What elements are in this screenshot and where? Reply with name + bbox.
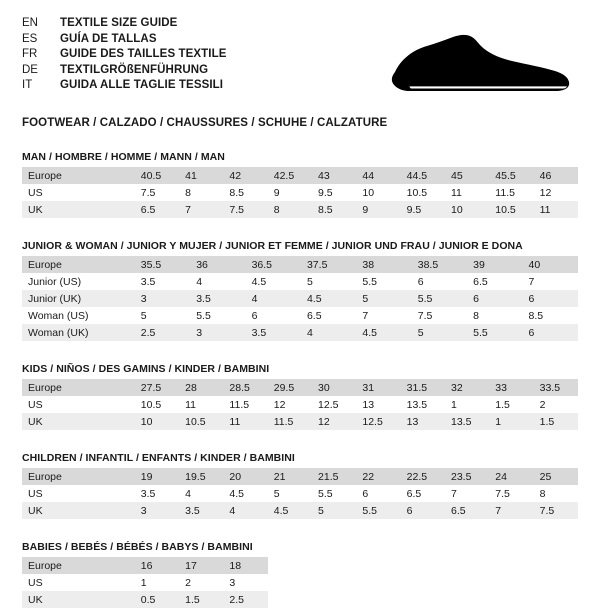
language-row [22,78,227,94]
cell: 40 [523,256,578,273]
table-row [22,324,578,341]
cell: 5 [356,290,411,307]
section-man [22,151,578,218]
section-title: CHILDREN / INFANTIL / ENFANTS / KINDER / BAMBINI [22,452,295,464]
section-title: JUNIOR & WOMAN / JUNIOR Y MUJER / JUNIOR ET FEMME / JUNIOR UND FRAU / JUNIOR E DONA [22,240,523,252]
table-row [22,379,578,396]
cell: 7.5 [223,201,267,218]
cell: 11 [223,413,267,430]
cell: 5.5 [412,290,467,307]
cell: 7.5 [140,186,156,199]
cell: 29.5 [268,379,312,396]
page-header [22,16,578,104]
row-label: Junior (UK) [22,290,135,307]
language-title: TEXTILGRÖßENFÜHRUNG [60,63,209,76]
cell: 39 [467,256,522,273]
cell: 12.5 [318,398,339,411]
cell: 3.5 [179,502,223,519]
cell: 6 [401,502,445,519]
row-label: US [28,186,43,199]
cell: 1 [140,576,147,589]
language-title: GUÍA DE TALLAS [60,32,157,45]
cell: 10.5 [179,413,223,430]
cell: 44 [356,167,400,184]
cell: 5 [306,275,313,288]
cell: 8 [185,186,191,199]
row-label: Europe [22,167,135,184]
cell-empty [401,557,445,574]
cell: 5 [412,324,467,341]
cell: 45.5 [489,167,533,184]
cell: 18 [223,557,267,574]
cell: 45 [445,167,489,184]
cell: 36 [190,256,245,273]
cell: 21.5 [312,468,356,485]
table-row [22,167,578,184]
row-label: Europe [22,468,135,485]
row-label: Europe [22,557,135,574]
cell: 10.5 [406,186,428,199]
cell: 3 [135,502,179,519]
size-table-kids [22,379,578,430]
cell: 3.5 [140,275,156,288]
cell: 3 [135,290,190,307]
cell: 19 [135,468,179,485]
cell: 2 [539,398,546,411]
row-label: Woman (US) [28,309,89,322]
table-row [22,574,578,591]
cell: 8.5 [229,186,245,199]
section-children [22,452,578,519]
cell: 12 [273,398,286,411]
table-row [22,485,578,502]
cell: 42.5 [268,167,312,184]
cell: 5.5 [196,309,211,322]
cell: 10.5 [489,201,533,218]
footwear-heading: FOOTWEAR / CALZADO / CHAUSSURES / SCHUHE / CALZATURE [22,117,388,129]
cell: 5.5 [362,275,377,288]
cell: 10 [135,413,179,430]
cell: 8 [268,201,312,218]
cell: 42 [223,167,267,184]
language-row [22,47,227,63]
cell: 21 [268,468,312,485]
row-label: UK [22,502,135,519]
cell: 1.5 [179,591,223,608]
cell: 13.5 [406,398,428,411]
language-code: DE [22,63,38,76]
cell: 1.5 [495,398,510,411]
size-table-babies [22,557,578,608]
cell: 9 [356,201,400,218]
cell-empty [401,574,445,591]
cell: 4.5 [251,275,267,288]
cell: 6 [251,309,258,322]
cell: 38.5 [412,256,467,273]
language-title: TEXTILE SIZE GUIDE [60,17,178,29]
cell: 38 [356,256,411,273]
table-row [22,201,578,218]
cell: 13 [362,398,375,411]
cell-empty [445,557,489,574]
cell: 3 [229,576,236,589]
language-code: ES [22,32,38,45]
cell: 8.5 [528,309,544,322]
cell: 7.5 [417,309,433,322]
row-label: UK [22,591,135,608]
cell: 4 [301,324,356,341]
language-code: EN [22,17,38,29]
cell: 25 [534,468,578,485]
table-row [22,468,578,485]
language-row [22,32,227,48]
cell: 44.5 [401,167,445,184]
cell: 9 [273,186,280,199]
language-row [22,16,227,32]
language-code: FR [22,48,38,60]
cell: 6 [523,290,578,307]
cell: 11.5 [268,413,312,430]
cell: 28.5 [223,379,267,396]
row-label: Europe [22,379,135,396]
cell: 33.5 [534,379,578,396]
cell: 7.5 [534,502,578,519]
cell: 3.5 [246,324,301,341]
section-babies [22,541,578,608]
cell: 22.5 [401,468,445,485]
cell: 6 [417,275,424,288]
cell: 4.5 [356,324,411,341]
cell: 20 [223,468,267,485]
cell: 12.5 [356,413,400,430]
cell: 5.5 [318,487,333,500]
cell: 4.5 [268,502,312,519]
cell-empty [312,557,356,574]
table-row [22,396,578,413]
cell: 13.5 [445,413,489,430]
cell: 35.5 [135,256,190,273]
cell: 6 [362,487,369,500]
cell: 6.5 [473,275,488,288]
cell: 28 [179,379,223,396]
table-row [22,290,578,307]
cell: 16 [135,557,179,574]
cell: 6.5 [306,309,322,322]
language-title-list [22,16,227,94]
cell: 8 [473,309,479,322]
row-label: Junior (US) [28,275,82,288]
size-table-man [22,167,578,218]
cell: 10 [445,201,489,218]
table-row [22,273,578,290]
table-row [22,557,578,574]
cell-empty [534,574,578,591]
cell: 12 [539,186,552,199]
cell: 10.5 [140,398,162,411]
cell: 4 [185,487,191,500]
size-table-junior-woman [22,256,578,341]
table-row [22,413,578,430]
cell: 7 [450,487,457,500]
row-label: US [28,576,43,589]
cell: 27.5 [135,379,179,396]
section-junior-woman [22,240,578,341]
cell-empty [356,557,400,574]
cell: 2.5 [223,591,267,608]
cell: 2.5 [135,324,190,341]
cell: 4.5 [229,487,245,500]
cell: 32 [445,379,489,396]
cell: 3.5 [140,487,156,500]
table-row [22,307,578,324]
cell: 11.5 [495,186,515,199]
cell: 24 [489,468,533,485]
cell: 7 [528,275,535,288]
cell: 4 [223,502,267,519]
cell: 5 [140,309,147,322]
language-row [22,63,227,79]
cell: 6 [467,290,522,307]
cell: 19.5 [179,468,223,485]
cell: 6.5 [406,487,422,500]
cell: 13 [401,413,445,430]
cell-empty [445,574,489,591]
language-code: IT [22,79,33,91]
section-title: BABIES / BEBÉS / BÉBÉS / BABYS / BAMBINI [22,541,253,553]
cell: 1 [489,413,533,430]
cell: 10 [362,186,375,199]
cell: 4.5 [301,290,356,307]
cell: 41 [179,167,223,184]
cell: 23.5 [445,468,489,485]
cell: 11 [534,201,578,218]
cell: 11 [185,398,197,411]
row-label: Woman (UK) [22,324,135,341]
cell: 5.5 [467,324,522,341]
cell-empty [356,574,400,591]
table-row [22,256,578,273]
cell: 0.5 [135,591,179,608]
cell-empty [534,557,578,574]
section-kids [22,363,578,430]
cell: 40.5 [135,167,179,184]
cell: 8 [539,487,546,500]
cell: 7 [179,201,223,218]
cell: 9.5 [318,186,333,199]
cell: 5 [312,502,356,519]
cell: 11 [450,186,462,199]
row-label: US [28,398,43,411]
cell: 11.5 [229,398,250,411]
row-label: UK [22,201,135,218]
cell: 5 [273,487,280,500]
row-label: UK [22,413,135,430]
cell: 36.5 [246,256,301,273]
cell: 22 [356,468,400,485]
cell: 6.5 [445,502,489,519]
cell: 1.5 [534,413,578,430]
cell: 17 [179,557,223,574]
dress-shoe-icon [387,26,572,104]
cell: 7.5 [495,487,510,500]
cell: 5.5 [356,502,400,519]
cell: 7 [362,309,369,322]
table-row [22,502,578,519]
cell-empty [489,574,533,591]
cell: 33 [489,379,533,396]
cell: 31 [356,379,400,396]
section-title: MAN / HOMBRE / HOMME / MANN / MAN [22,151,225,163]
size-table-children [22,468,578,519]
row-label: US [28,487,43,500]
cell-empty [312,574,356,591]
cell: 4 [246,290,301,307]
cell: 43 [312,167,356,184]
cell: 8.5 [312,201,356,218]
cell-empty [268,574,312,591]
section-title: KIDS / NIÑOS / DES GAMINS / KINDER / BAMBINI [22,363,270,375]
language-title: GUIDE DES TAILLES TEXTILE [60,48,227,60]
cell-empty [489,557,533,574]
cell-empty [268,557,312,574]
cell: 2 [185,576,191,589]
cell: 4 [196,275,203,288]
cell: 6.5 [135,201,179,218]
cell: 3 [190,324,245,341]
cell: 9.5 [401,201,445,218]
cell: 30 [312,379,356,396]
table-row [22,184,578,201]
cell: 6 [523,324,578,341]
row-label: Europe [22,256,135,273]
cell: 3.5 [190,290,245,307]
cell: 37.5 [301,256,356,273]
cell: 31.5 [401,379,445,396]
cell: 7 [489,502,533,519]
language-title: GUIDA ALLE TAGLIE TESSILI [60,79,224,91]
cell: 46 [534,167,578,184]
cell: 12 [312,413,356,430]
cell: 1 [450,398,457,411]
